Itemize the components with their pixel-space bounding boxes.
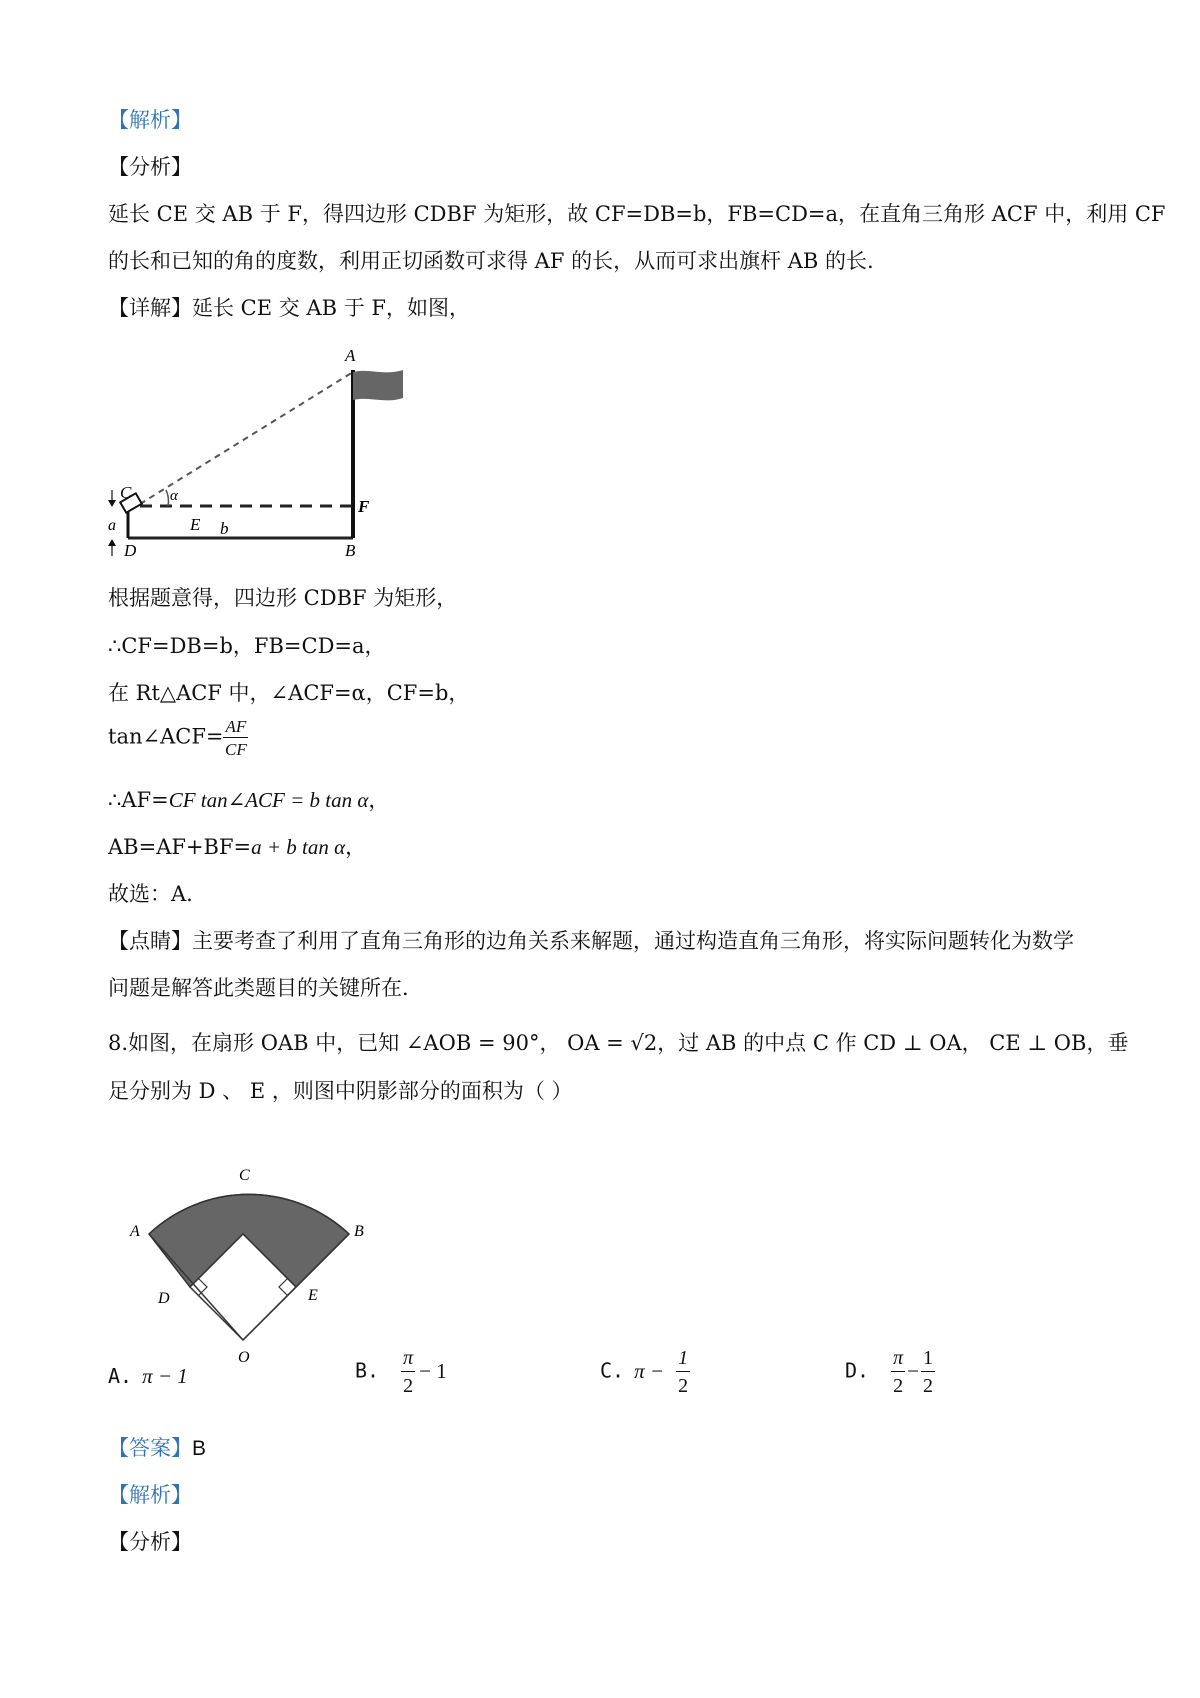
option-d-numerator-2: 1 [921,1348,935,1372]
step-5-suffix: ， [368,788,390,812]
jiexi-heading: 【解析】 [108,108,192,132]
label-a: A [130,1223,140,1240]
option-b [355,1348,447,1396]
answer-label: 【答案】 [108,1436,192,1460]
label-c: C [239,1167,250,1184]
option-d-label: D. [845,1358,870,1383]
option-c-pre: π − [634,1358,665,1383]
jiexi-heading-2: 【解析】 [108,1483,192,1507]
step-1: 根据题意得，四边形 CDBF 为矩形， [108,586,458,610]
option-d-operator: − [907,1358,920,1383]
label-a: A [345,346,356,365]
step-2: ∴CF=DB=b，FB=CD=a， [108,634,386,658]
fenxi-heading-2: 【分析】 [108,1530,192,1554]
option-b-denominator: 2 [403,1375,414,1397]
sightline-ca [140,372,353,504]
option-a-label: A. [108,1364,133,1388]
option-d [845,1348,935,1396]
question-8-line-1: 8.如图，在扇形 OAB 中，已知 ∠AOB = 90°， OA = √2，过 AB 的中点 C 作 CD ⊥ OA， CE ⊥ OB，垂 [108,1031,1129,1055]
dianjing-line-2: 问题是解答此类题目的关键所在. [108,976,409,1000]
label-b-segment: b [220,519,229,538]
analysis-line-1: 延长 CE 交 AB 于 F，得四边形 CDBF 为矩形，故 CF=DB=b，FB=CD=a，在直角三角形 ACF 中，利用 CF [108,202,1166,226]
dianjing-text: 主要考查了利用了直角三角形的边角关系来解题，通过构造直角三角形，将实际问题转化为数学 [192,929,1074,953]
step-5 [108,784,389,814]
answer-line [108,1432,206,1462]
flag [353,370,403,400]
option-c-label: C. [600,1358,625,1383]
sector-figure [118,1148,378,1366]
step-6-math: a + b tan α [251,835,346,859]
label-a-height: a [108,517,116,534]
label-e: E [190,515,201,534]
step-3: 在 Rt△ACF 中，∠ACF=α，CF=b， [108,681,470,705]
step-6 [108,831,366,861]
answer-value: B [192,1437,207,1460]
detail-line [108,292,470,322]
option-d-denominator-2: 2 [923,1375,934,1397]
detail-label: 【详解】 [108,296,192,320]
angle-alpha-arc [166,490,168,506]
dianjing-line-1 [108,925,1074,955]
flagpole-figure [108,340,408,560]
fraction-numerator: AF [225,717,247,736]
option-a-value: π − 1 [142,1364,188,1388]
analysis-line-2: 的长和已知的角的度数，利用正切函数可求得 AF 的长，从而可求出旗杆 AB 的长. [108,249,874,273]
label-c: C [120,483,132,502]
step-5-math: CF tan∠ACF = b tan α [168,788,369,812]
option-c-numerator: 1 [676,1348,690,1372]
option-d-fraction-2 [921,1348,935,1396]
option-b-rest: − 1 [419,1358,447,1383]
option-b-label: B. [355,1358,380,1383]
option-b-numerator: π [401,1348,415,1372]
step-5-prefix: ∴AF= [108,788,169,812]
option-b-fraction [401,1348,415,1396]
question-8-line-2: 足分别为 D 、 E ，则图中阴影部分的面积为（ ） [108,1079,573,1103]
label-b: B [354,1223,364,1240]
option-c-denominator: 2 [678,1375,689,1397]
step-4-prefix: tan∠ACF= [108,724,224,749]
step-6-prefix: AB=AF+BF= [108,835,252,859]
option-c-fraction [676,1348,690,1396]
option-d-fraction-1 [891,1348,905,1396]
fenxi-heading: 【分析】 [108,155,192,179]
dianjing-label: 【点睛】 [108,929,192,953]
option-c [600,1348,690,1396]
step-6-suffix: ， [345,835,367,859]
fraction-af-cf [223,718,248,758]
label-f: F [358,497,370,516]
detail-text: 延长 CE 交 AB 于 F，如图， [192,296,470,320]
option-d-numerator-1: π [891,1348,905,1372]
step-7: 故选：A. [108,882,193,906]
option-d-denominator-1: 2 [893,1375,904,1397]
label-b: B [345,541,356,560]
label-alpha: α [170,488,178,504]
label-e: E [308,1287,318,1304]
label-d: D [158,1290,170,1307]
label-o: O [238,1349,250,1366]
option-a [108,1364,188,1389]
step-4 [108,718,248,758]
fraction-denominator: CF [225,740,247,759]
label-d: D [124,541,137,560]
